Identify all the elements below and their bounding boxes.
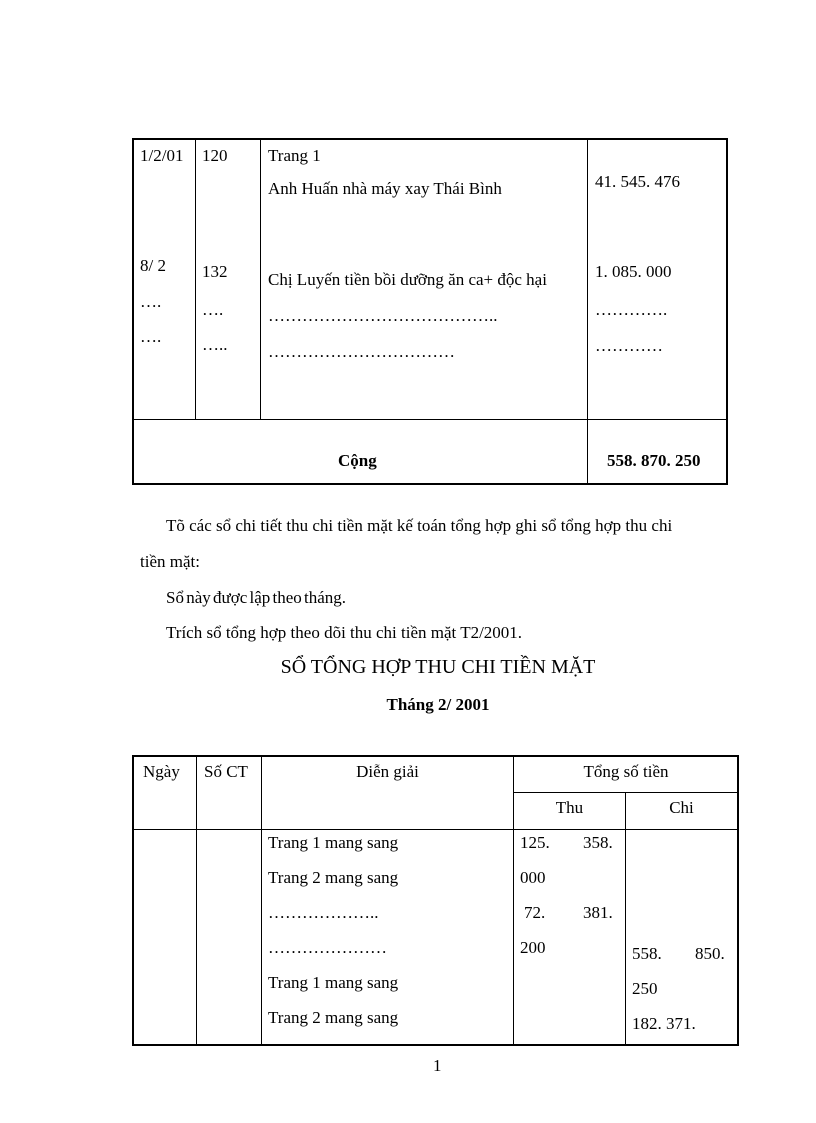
page-number: 1 (433, 1056, 442, 1075)
header-doc-no: Số CT (204, 762, 248, 781)
row-amount: 41. 545. 476 (595, 172, 680, 191)
chi-value: 182. 371. (632, 1014, 696, 1033)
thu-value: 381. (583, 903, 613, 922)
chi-value: 250 (632, 979, 658, 998)
total-label: Cộng (338, 451, 377, 470)
row-desc: Anh Huấn nhà máy xay Thái Bình (268, 179, 502, 198)
chi-value: 850. (695, 944, 725, 963)
paragraph: tiền mặt: (140, 552, 200, 571)
section-subtitle: Tháng 2/ 2001 (386, 695, 490, 714)
header-desc: Diễn giải (356, 762, 419, 781)
paragraph: Trích sổ tổng hợp theo dõi thu chi tiền mặt T2/2001. (166, 623, 523, 642)
thu-value: 200 (520, 938, 546, 957)
row-date: 1/2/01 (140, 146, 184, 165)
row-desc-dots: ………………………………….. (268, 306, 498, 325)
row-doc-no: 132 (202, 262, 228, 281)
summary-desc: Trang 2 mang sang (268, 1008, 399, 1027)
thu-value: 358. (583, 833, 613, 852)
header-thu: Thu (555, 798, 584, 817)
row-desc: Chị Luyến tiền bồi dưỡng ăn ca+ độc hại (268, 270, 547, 289)
summary-desc: Trang 1 mang sang (268, 973, 399, 992)
section-title: SỔ TỔNG HỢP THU CHI TIỀN MẶT (280, 656, 596, 678)
paragraph: Tõ các sổ chi tiết thu chi tiền mặt kế toán tổng hợp ghi sổ tổng hợp thu chi (166, 516, 673, 535)
row-amount-dots: ………… (595, 336, 663, 355)
row-amount-dots: …………. (595, 300, 668, 319)
header-chi: Chi (669, 798, 694, 817)
row-date: 8/ 2 (140, 256, 166, 275)
total-value: 558. 870. 250 (607, 451, 701, 470)
row-doc-no: 120 (202, 146, 228, 165)
row-doc-dots: …. (202, 300, 224, 319)
paragraph: Sổ này được lập theo tháng. (166, 588, 347, 607)
row-desc-dots: …………………………… (268, 342, 455, 361)
summary-desc: Trang 2 mang sang (268, 868, 399, 887)
thu-value: 125. (520, 833, 550, 852)
summary-desc: Trang 1 mang sang (268, 833, 399, 852)
thu-value: 000 (520, 868, 546, 887)
summary-desc: ……………….. (268, 903, 379, 922)
chi-value: 558. (632, 944, 662, 963)
row-date-dots: …. (140, 292, 162, 311)
header-total: Tổng số tiền (583, 762, 669, 781)
thu-value: 72. (524, 903, 546, 922)
summary-desc: ………………… (268, 938, 387, 957)
header-date: Ngày (143, 762, 180, 781)
row-desc: Trang 1 (268, 146, 321, 165)
row-date-dots: …. (140, 327, 162, 346)
row-amount: 1. 085. 000 (595, 262, 672, 281)
row-doc-dots: ….. (202, 335, 228, 354)
